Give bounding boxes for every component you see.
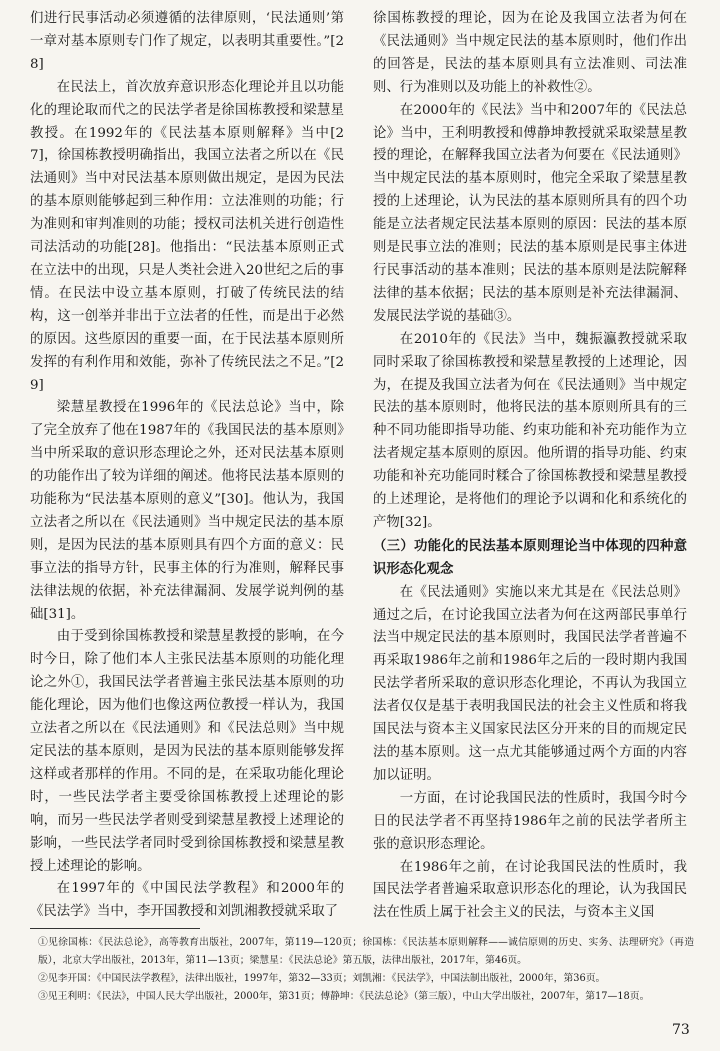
footnote: ③见王利明：《民法》，中国人民大学出版社，2000年，第31页；傅静坤：《民法总论》（第三版），中山大学出版社，2007年，第17—18页。 (38, 991, 650, 1002)
section-heading: （三）功能化的民法基本原则理论当中体现的四种意识形态化观念 (373, 538, 687, 577)
footnote: ②见李开国：《中国民法学教程》，法律出版社，1997年，第32—33页；刘凯湘：《民法学》，中国法制出版社，2000年，第36页。 (38, 973, 606, 984)
paragraph: 在《民法通则》实施以来尤其是在《民法总则》通过之后，在讨论我国立法者为何在这两部民事单行法当中规定民法的基本原则时，我国民法学者普遍不再采取1986年之前和1986年之后的一段时期内我国民法学者所采取的意识形态化理论，不再认为我国立法者仅仅是基于表明我国民法的社会主义性质和将我国民法与资本主义国家民法区分开来的目的而规定民法的基本原则。这一点尤其能够通过两个方面的内容加以证明。 (373, 584, 687, 783)
right-column (373, 8, 687, 925)
footnote: ①见徐国栋：《民法总论》，高等教育出版社，2007年，第119—120页；徐国栋：《民法基本原则解释——诚信原则的历史、实务、法理研究》（再造版），北京大学出版社，2013年，第11—13页；梁慧星：《民法总论》第五版，法律出版社，2017年，第46页。 (38, 937, 694, 966)
footnotes (38, 934, 694, 1006)
paragraph: 们进行民事活动必须遵循的法律原则，‘民法通则’第一章对基本原则专门作了规定，以表明其重要性。”[28] (30, 11, 344, 72)
paragraph: 由于受到徐国栋教授和梁慧星教授的影响，在今时今日，除了他们本人主张民法基本原则的功能化理论之外①，我国民法学者普遍主张民法基本原则的功能化理论，因为他们也像这两位教授一样认为，我国立法者之所以在《民法通则》和《民法总则》当中规定民法的基本原则，是因为民法的基本原则能够发挥这样或者那样的作用。不同的是，在采取功能化理论时，一些民法学者主要受徐国栋教授上述理论的影响，而另一些民法学者则受到梁慧星教授上述理论的影响，一些民法学者同时受到徐国栋教授和梁慧星教授上述理论的影响。 (30, 629, 344, 874)
paragraph: 在2000年的《民法》当中和2007年的《民法总论》当中，王利明教授和傅静坤教授就采取梁慧星教授的理论，在解释我国立法者为何要在《民法通则》当中规定民法的基本原则时，他完全采取了梁慧星教授的上述理论，认为民法的基本原则所具有的四个功能是立法者规定民法基本原则的原因：民法的基本原则是民事立法的准则；民法的基本原则是民事主体进行民事活动的基本准则；民法的基本原则是法院解释法律的基本依据；民法的基本原则是补充法律漏洞、发展民法学说的基础③。 (373, 102, 687, 324)
paragraph: 在1997年的《中国民法学教程》和2000年的《民法学》当中，李开国教授和刘凯湘教授就采取了 (30, 881, 344, 920)
paragraph: 在民法上，首次放弃意识形态化理论并且以功能化的理论取而代之的民法学者是徐国栋教授和梁慧星教授。在1992年的《民法基本原则解释》当中[27]，徐国栋教授明确指出，我国立法者之所以在《民法通则》当中对民法基本原则做出规定，是因为民法的基本原则能够起到三种作用：立法准则的功能；行为准则和审判准则的功能；授权司法机关进行创造性司法活动的功能[28]。他指出：“民法基本原则正式在立法中的出现，只是人类社会进入20世纪之后的事情。在民法中设立基本原则，打破了传统民法的结构，这一创举并非出于立法者的任性，而是出于必然的原因。这些原因的重要一面，在于民法基本原则所发挥的有利作用和效能，弥补了传统民法之不足。”[29] (30, 79, 344, 393)
page-number: 73 (672, 1022, 690, 1038)
left-column (30, 8, 344, 924)
paragraph: 梁慧星教授在1996年的《民法总论》当中，除了完全放弃了他在1987年的《我国民法的基本原则》当中所采取的意识形态理论之外，还对民法基本原则的功能作出了较为详细的阐述。他将民法基本原则的功能称为“民法基本原则的意义”[30]。他认为，我国立法者之所以在《民法通则》当中规定民法的基本原则，是因为民法的基本原则具有四个方面的意义：民事立法的指导方针，民事主体的行为准则，解释民事法律法规的依据，补充法律漏洞、发展学说判例的基础[31]。 (30, 400, 344, 622)
footnote-divider (30, 928, 200, 929)
paragraph: 徐国栋教授的理论，因为在论及我国立法者为何在《民法通则》当中规定民法的基本原则时，他们作出的回答是，民法的基本原则具有立法准则、司法准则、行为准则以及功能上的补救性②。 (373, 11, 687, 95)
paragraph: 在1986年之前，在讨论我国民法的性质时，我国民法学者普遍采取意识形态化的理论，认为我国民法在性质上属于社会主义的民法，与资本主义国 (373, 859, 687, 921)
paragraph: 一方面，在讨论我国民法的性质时，我国今时今日的民法学者不再坚持1986年之前的民法学者所主张的意识形态理论。 (373, 790, 687, 852)
paragraph: 在2010年的《民法》当中，魏振瀛教授就采取同时采取了徐国栋教授和梁慧星教授的上述理论，因为，在提及我国立法者为何在《民法通则》当中规定民法的基本原则时，他将民法的基本原则所具有的三种不同功能即指导功能、约束功能和补充功能作为立法者规定基本原则的原因。他所谓的指导功能、约束功能和补充功能同时糅合了徐国栋教授和梁慧星教授的上述理论，是将他们的理论予以调和化和系统化的产物[32]。 (373, 331, 687, 530)
